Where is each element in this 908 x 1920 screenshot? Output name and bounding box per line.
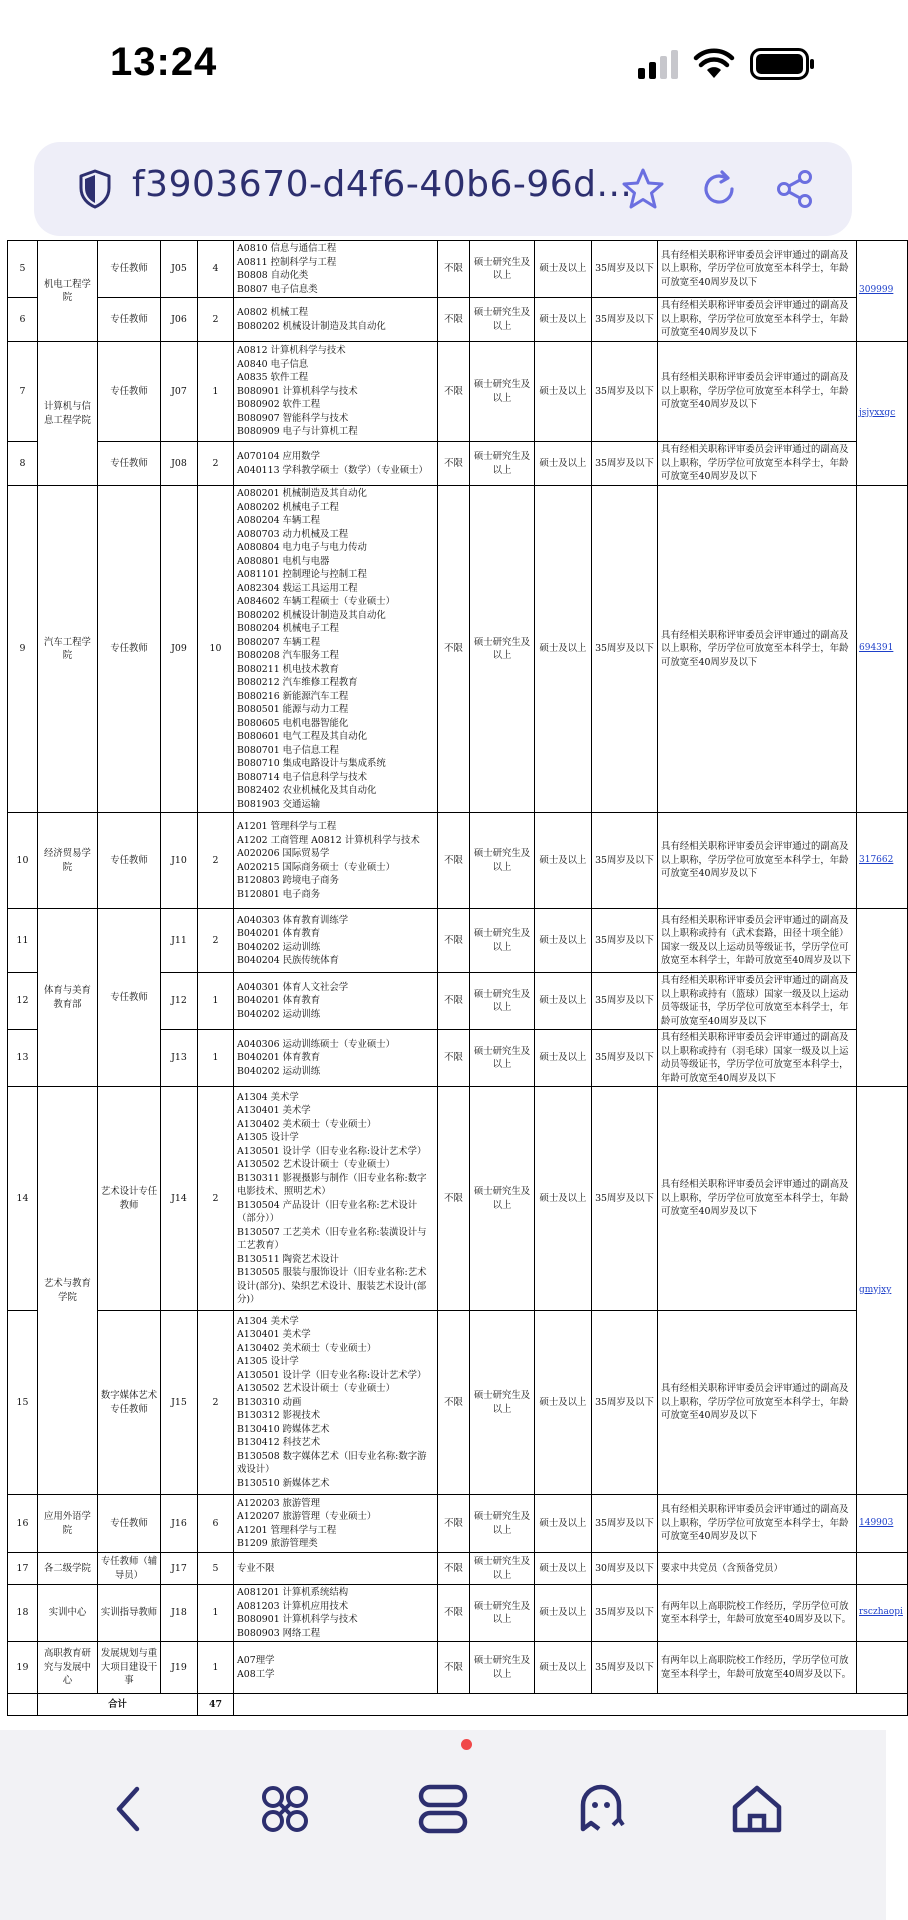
cell-political: 不限 [438,241,470,298]
assistant-icon [573,1781,629,1837]
cell-count: 5 [198,1553,234,1585]
total-row [8,1694,908,1716]
cell-majors: A1304 美术学 A130401 美术学 A130402 美术硕士（专业硕士） A1305 设计学 A130501 设计学（旧专业名称:设计艺术学） A130502 艺术设计硕士（专业硕士） B130310 动画 B130312 影视技术 B130410 跨媒体艺术 B130412 科技艺术 B130508 数字媒体艺术（旧专业名称:数字游戏设计） B130510 新媒体艺术 [234,1311,438,1495]
cell-contact-link[interactable]: rsczhaopi [857,1585,908,1642]
bottom-navigation [0,1730,886,1920]
cell-count: 6 [198,1495,234,1553]
cell-contact-link[interactable]: jsjyxxgc [857,342,908,486]
cell-contact-link[interactable]: 149903 [857,1495,908,1553]
cell-political: 不限 [438,1642,470,1694]
cell-degree: 硕士及以上 [535,973,592,1030]
cell-no: 8 [8,442,38,486]
cell-post: 专任教师 [98,241,161,298]
cell-age: 35周岁及以下 [592,442,658,486]
notification-dot [461,1739,472,1750]
cell-contact-link[interactable] [857,909,908,1087]
cell-political: 不限 [438,1087,470,1311]
cell-post: 专任教师 [98,342,161,442]
cell-code: J05 [161,241,198,298]
table-row [8,298,908,342]
tabs-icon [415,1781,471,1837]
cell-age: 35周岁及以下 [592,1642,658,1694]
cell-education: 硕士研究生及以上 [470,1642,535,1694]
cell-education: 硕士研究生及以上 [470,298,535,342]
signal-icon [636,50,680,80]
cell-contact-link[interactable] [857,1642,908,1694]
cell-majors: A120203 旅游管理 A120207 旅游管理（专业硕士） A1201 管理科学与工程 B1209 旅游管理类 [234,1495,438,1553]
cell-code: J15 [161,1311,198,1495]
cell-majors: 专业不限 [234,1553,438,1585]
cell-age: 35周岁及以下 [592,342,658,442]
cell-department: 艺术与教育学院 [38,1087,98,1495]
cell-count: 1 [198,342,234,442]
cell-majors: A040306 运动训练硕士（专业硕士） B040201 体育教育 B040202 运动训练 [234,1030,438,1087]
table-row [8,1553,908,1585]
cell-requirements: 具有经相关职称评审委员会评审通过的副高及以上职称，学历学位可放宽至本科学士，年龄可放宽至40周岁及以下 [658,1087,857,1311]
cell-majors: A1304 美术学 A130401 美术学 A130402 美术硕士（专业硕士） A1305 设计学 A130501 设计学（旧专业名称:设计艺术学） A130502 艺术设计硕士（专业硕士） B130311 影视摄影与制作（旧专业名称:数字电影技术、照明艺术） B130504 产品设计（旧专业名称:艺术设计（部分）） B130507 工艺美术（旧专业名称:装潢设计与工艺教育） B130511 陶瓷艺术设计 B130505 服装与服饰设计（旧专业名称:艺术设计(部分)、染织艺术设计、服装艺术设计(部分)） [234,1087,438,1311]
cell-code: J17 [161,1553,198,1585]
cell-degree: 硕士及以上 [535,342,592,442]
cell-age: 35周岁及以下 [592,973,658,1030]
cell-requirements: 具有经相关职称评审委员会评审通过的副高及以上职称，学历学位可放宽至本科学士，年龄可放宽至40周岁及以下 [658,1495,857,1553]
cell-degree: 硕士及以上 [535,1553,592,1585]
cell-education: 硕士研究生及以上 [470,813,535,909]
cell-no: 6 [8,298,38,342]
cell-post: 专任教师 [98,1495,161,1553]
cell-majors: A0810 信息与通信工程 A0811 控制科学与工程 B0808 自动化类 B0807 电子信息类 [234,241,438,298]
address-bar[interactable] [34,142,852,236]
cell-post: 数字媒体艺术专任教师 [98,1311,161,1495]
cell-degree: 硕士及以上 [535,1495,592,1553]
cell-department: 体育与美育教育部 [38,909,98,1087]
table-row [8,241,908,298]
cell-education: 硕士研究生及以上 [470,1311,535,1495]
total-value: 47 [198,1694,234,1716]
cell-count: 2 [198,813,234,909]
cell-degree: 硕士及以上 [535,909,592,973]
cell-count: 4 [198,241,234,298]
cell-department: 实训中心 [38,1585,98,1642]
cell-post: 专任教师 [98,486,161,813]
cell-requirements: 有两年以上高职院校工作经历，学历学位可放宽至本科学士，年龄可放宽至40周岁及以下。 [658,1642,857,1694]
cell-department: 高职教育研究与发展中心 [38,1642,98,1694]
cell-degree: 硕士及以上 [535,1585,592,1642]
cell-requirements: 具有经相关职称评审委员会评审通过的副高及以上职称，学历学位可放宽至本科学士，年龄可放宽至40周岁及以下 [658,298,857,342]
cell-degree: 硕士及以上 [535,1311,592,1495]
cell-blank [8,1694,38,1716]
back-icon [107,1783,151,1835]
cell-requirements: 具有经相关职称评审委员会评审通过的副高及以上职称，学历学位可放宽至本科学士，年龄可放宽至40周岁及以下 [658,241,857,298]
cell-age: 35周岁及以下 [592,1585,658,1642]
cell-no: 7 [8,342,38,442]
cell-majors: A07理学 A08工学 [234,1642,438,1694]
cell-contact-link[interactable]: 309999 [857,241,908,342]
shield-icon [78,169,112,209]
cell-education: 硕士研究生及以上 [470,1087,535,1311]
cell-contact-link[interactable]: 694391 [857,486,908,813]
table-row [8,442,908,486]
cell-requirements: 具有经相关职称评审委员会评审通过的副高及以上职称或持有（武术套路，田径十项全能）国家一级及以上运动员等级证书，学历学位可放宽至本科学士，年龄可放宽至40周岁及以下 [658,909,857,973]
cell-department: 各二级学院 [38,1553,98,1585]
status-bar [0,0,886,130]
cell-department: 计算机与信息工程学院 [38,342,98,486]
cell-no: 19 [8,1642,38,1694]
cell-code: J13 [161,1030,198,1087]
cell-age: 35周岁及以下 [592,1311,658,1495]
cell-age: 35周岁及以下 [592,241,658,298]
cell-degree: 硕士及以上 [535,241,592,298]
bookmark-star-icon[interactable] [620,166,666,212]
cell-education: 硕士研究生及以上 [470,1585,535,1642]
cell-count: 1 [198,1030,234,1087]
table-row [8,486,908,813]
cell-education: 硕士研究生及以上 [470,1495,535,1553]
cell-majors: A0812 计算机科学与技术 A0840 电子信息 A0835 软件工程 B080901 计算机科学与技术 B080902 软件工程 B080907 智能科学与技术 B080909 电子与计算机工程 [234,342,438,442]
cell-contact-link[interactable] [857,1553,908,1585]
cell-majors: A070104 应用数学 A040113 学科教学硕士（数学）（专业硕士） [234,442,438,486]
cell-requirements: 具有经相关职称评审委员会评审通过的副高及以上职称，学历学位可放宽至本科学士，年龄可放宽至40周岁及以下 [658,442,857,486]
cell-majors: A081201 计算机系统结构 A081203 计算机应用技术 B080901 计算机科学与技术 B080903 网络工程 [234,1585,438,1642]
cell-age: 35周岁及以下 [592,909,658,973]
cell-no: 16 [8,1495,38,1553]
cell-age: 35周岁及以下 [592,1030,658,1087]
cell-political: 不限 [438,486,470,813]
cell-blank [234,1694,908,1716]
cell-degree: 硕士及以上 [535,1030,592,1087]
cell-post: 专任教师 [98,298,161,342]
cell-political: 不限 [438,909,470,973]
cell-code: J16 [161,1495,198,1553]
cell-department: 机电工程学院 [38,241,98,342]
cell-degree: 硕士及以上 [535,1087,592,1311]
cell-age: 35周岁及以下 [592,1495,658,1553]
cell-political: 不限 [438,442,470,486]
cell-no: 14 [8,1087,38,1311]
cell-post: 艺术设计专任教师 [98,1087,161,1311]
cell-code: J10 [161,813,198,909]
cell-degree: 硕士及以上 [535,813,592,909]
cell-code: J19 [161,1642,198,1694]
cell-degree: 硕士及以上 [535,1642,592,1694]
home-button[interactable] [712,1766,802,1852]
cell-education: 硕士研究生及以上 [470,1553,535,1585]
table-row [8,342,908,442]
cell-code: J12 [161,973,198,1030]
assistant-button[interactable] [556,1766,646,1852]
cell-requirements: 具有经相关职称评审委员会评审通过的副高及以上职称或持有（篮球）国家一级及以上运动员等级证书，学历学位可放宽至本科学士，年龄可放宽至40周岁及以下 [658,973,857,1030]
cell-education: 硕士研究生及以上 [470,342,535,442]
cell-majors: A080201 机械制造及其自动化 A080202 机械电子工程 A080204 车辆工程 A080703 动力机械及工程 A080804 电力电子与电力传动 A080801 电机与电器 A081101 控制理论与控制工程 A082304 载运工具运用工程 A084602 车辆工程硕士（专业硕士） B080202 机械设计制造及其自动化 B080204 机械电子工程 B080207 车辆工程 B080208 汽车服务工程 B080211 机电技术教育 B080212 汽车维修工程教育 B080216 新能源汽车工程 B080501 能源与动力工程 B080605 电机电器智能化 B080601 电气工程及其自动化 B080701 电子信息工程 B080710 集成电路设计与集成系统 B080714 电子信息科学与技术 B082402 农业机械化及其自动化 B081903 交通运输 [234,486,438,813]
cell-political: 不限 [438,813,470,909]
cell-age: 35周岁及以下 [592,486,658,813]
cell-contact-link[interactable]: gmyjxy [857,1087,908,1495]
cell-political: 不限 [438,1495,470,1553]
cell-post: 专任教师 [98,442,161,486]
cell-age: 35周岁及以下 [592,298,658,342]
cell-code: J09 [161,486,198,813]
battery-icon [750,48,816,80]
cell-post: 实训指导教师 [98,1585,161,1642]
cell-count: 2 [198,909,234,973]
cell-department: 应用外语学院 [38,1495,98,1553]
cell-count: 1 [198,973,234,1030]
cell-no: 18 [8,1585,38,1642]
cell-education: 硕士研究生及以上 [470,1030,535,1087]
cell-no: 5 [8,241,38,298]
cell-post: 发展规划与重大项目建设干事 [98,1642,161,1694]
document-viewport[interactable] [0,243,903,1730]
cell-department: 汽车工程学院 [38,486,98,813]
cell-post: 专任教师 [98,909,161,1087]
cell-no: 9 [8,486,38,813]
cell-political: 不限 [438,1311,470,1495]
share-icon[interactable] [774,168,816,210]
cell-no: 11 [8,909,38,973]
recruitment-table [7,240,908,1716]
table-row [8,1087,908,1311]
cell-count: 1 [198,1642,234,1694]
home-icon [729,1781,785,1837]
cell-education: 硕士研究生及以上 [470,909,535,973]
cell-requirements: 要求中共党员（含预备党员） [658,1553,857,1585]
cell-no: 15 [8,1311,38,1495]
cell-political: 不限 [438,342,470,442]
cell-requirements: 具有经相关职称评审委员会评审通过的副高及以上职称，学历学位可放宽至本科学士，年龄可放宽至40周岁及以下 [658,1311,857,1495]
table-row [8,1585,908,1642]
cell-requirements: 具有经相关职称评审委员会评审通过的副高及以上职称，学历学位可放宽至本科学士，年龄可放宽至40周岁及以下 [658,342,857,442]
table-row [8,909,908,973]
cell-no: 17 [8,1553,38,1585]
cell-majors: A0802 机械工程 B080202 机械设计制造及其自动化 [234,298,438,342]
cell-majors: A040301 体育人文社会学 B040201 体育教育 B040202 运动训练 [234,973,438,1030]
status-time: 13:24 [110,40,218,84]
reload-icon[interactable] [698,168,740,210]
table-row [8,1311,908,1495]
cell-no: 13 [8,1030,38,1087]
cell-education: 硕士研究生及以上 [470,973,535,1030]
cell-degree: 硕士及以上 [535,486,592,813]
cell-code: J11 [161,909,198,973]
cell-requirements: 具有经相关职称评审委员会评审通过的副高及以上职称，学历学位可放宽至本科学士，年龄可放宽至40周岁及以下 [658,813,857,909]
cell-political: 不限 [438,298,470,342]
cell-department: 经济贸易学院 [38,813,98,909]
cell-education: 硕士研究生及以上 [470,442,535,486]
cell-count: 2 [198,442,234,486]
table-row [8,1642,908,1694]
cell-code: J07 [161,342,198,442]
table-row [8,813,908,909]
cell-degree: 硕士及以上 [535,442,592,486]
wifi-icon [694,48,734,80]
cell-count: 2 [198,298,234,342]
cell-code: J14 [161,1087,198,1311]
shortcuts-icon [257,1781,313,1837]
cell-no: 10 [8,813,38,909]
url-text[interactable]: f3903670-d4f6-40b6-96d... [132,164,633,205]
cell-majors: A040303 体育教育训练学 B040201 体育教育 B040202 运动训练 B040204 民族传统体育 [234,909,438,973]
cell-education: 硕士研究生及以上 [470,241,535,298]
cell-requirements: 有两年以上高职院校工作经历，学历学位可放宽至本科学士，年龄可放宽至40周岁及以下。 [658,1585,857,1642]
cell-age: 35周岁及以下 [592,1087,658,1311]
cell-count: 10 [198,486,234,813]
cell-count: 2 [198,1087,234,1311]
cell-code: J08 [161,442,198,486]
cell-requirements: 具有经相关职称评审委员会评审通过的副高及以上职称或持有（羽毛球）国家一级及以上运动员等级证书，学历学位可放宽至本科学士，年龄可放宽至40周岁及以下 [658,1030,857,1087]
cell-age: 35周岁及以下 [592,813,658,909]
table-row [8,1495,908,1553]
cell-age: 30周岁及以下 [592,1553,658,1585]
cell-code: J18 [161,1585,198,1642]
cell-political: 不限 [438,1585,470,1642]
cell-requirements: 具有经相关职称评审委员会评审通过的副高及以上职称，学历学位可放宽至本科学士，年龄可放宽至40周岁及以下 [658,486,857,813]
cell-count: 2 [198,1311,234,1495]
cell-count: 1 [198,1585,234,1642]
tabs-button[interactable] [398,1766,488,1852]
cell-no: 12 [8,973,38,1030]
cell-degree: 硕士及以上 [535,298,592,342]
cell-majors: A1201 管理科学与工程 A1202 工商管理 A0812 计算机科学与技术 A020206 国际贸易学 A020215 国际商务硕士（专业硕士） B120803 跨境电子商务 B120801 电子商务 [234,813,438,909]
shortcuts-button[interactable] [240,1766,330,1852]
back-button[interactable] [84,1766,174,1852]
cell-post: 专任教师 [98,813,161,909]
cell-contact-link[interactable]: 317662 [857,813,908,909]
total-label: 合计 [38,1694,198,1716]
cell-political: 不限 [438,1553,470,1585]
cell-code: J06 [161,298,198,342]
cell-political: 不限 [438,1030,470,1087]
cell-post: 专任教师（辅导员） [98,1553,161,1585]
cell-education: 硕士研究生及以上 [470,486,535,813]
cell-political: 不限 [438,973,470,1030]
